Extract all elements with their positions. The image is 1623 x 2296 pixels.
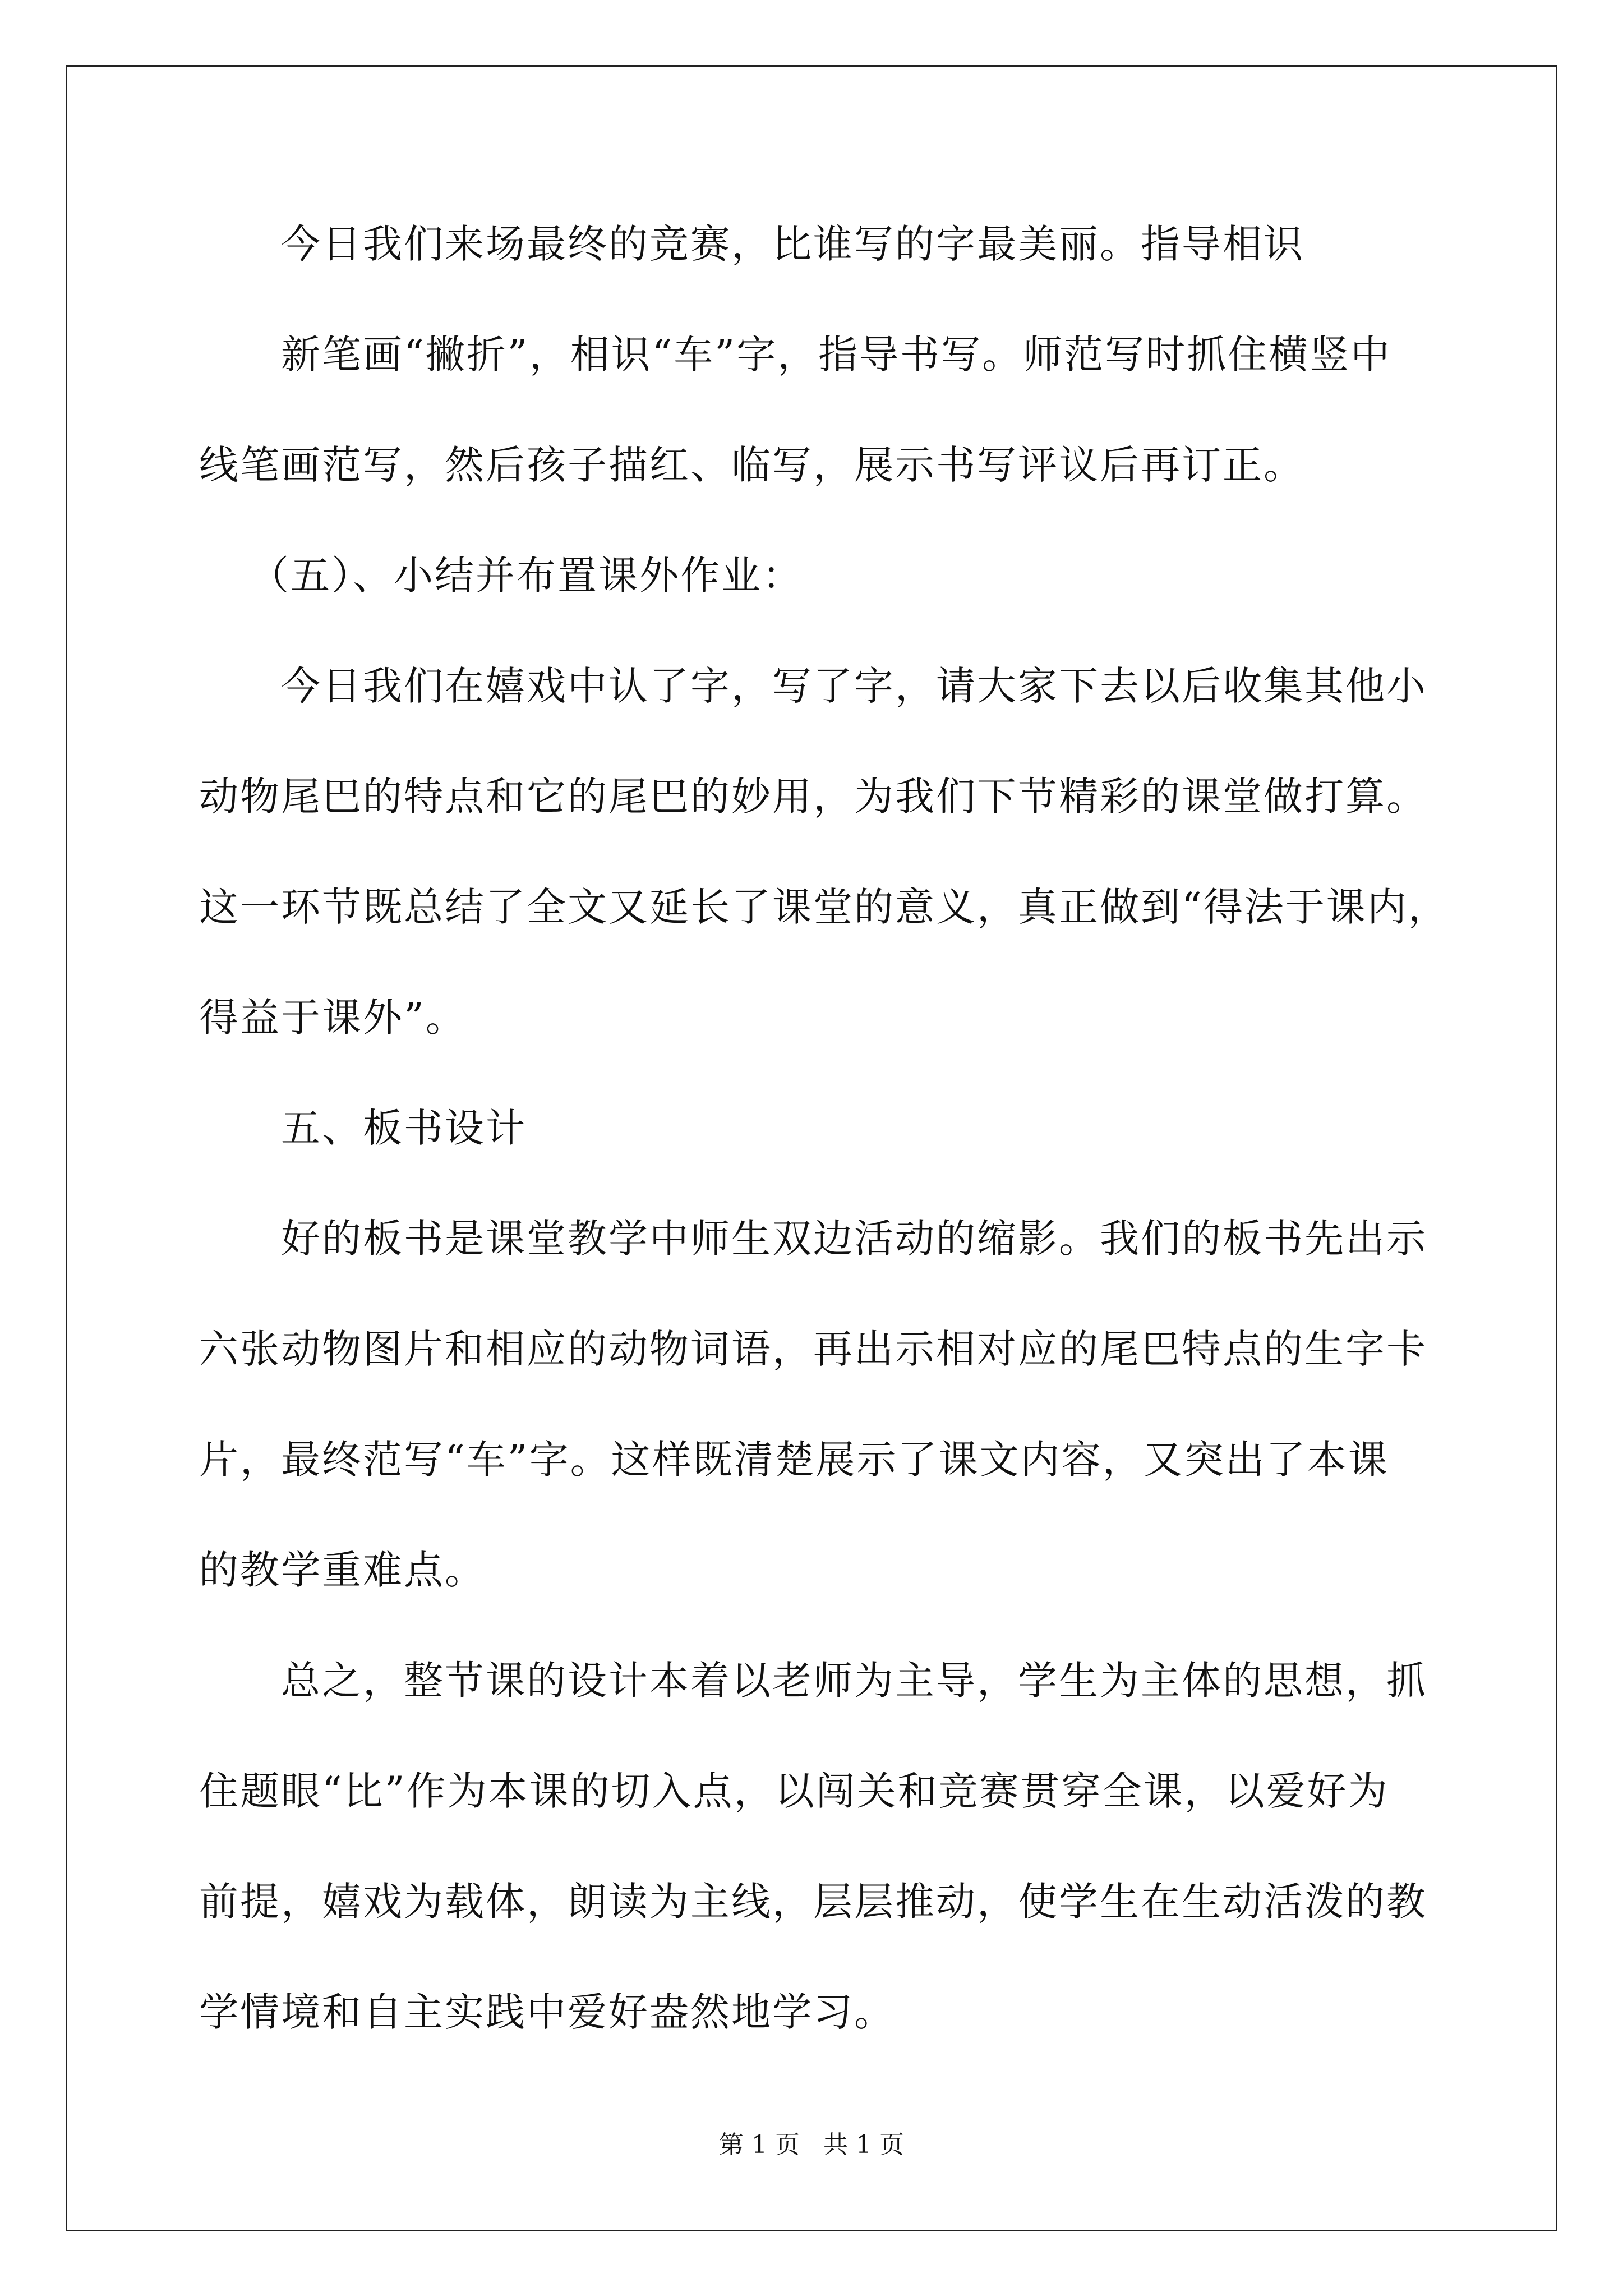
paragraph-line: 住题眼“比”作为本课的切入点，以闯关和竞赛贯穿全课，以爱好为 (199, 1768, 1389, 1814)
section-heading: （五）、小结并布置课外作业： (250, 553, 803, 599)
paragraph-line: 这一环节既总结了全文又延长了课堂的意义，真正做到“得法于课内， (199, 884, 1449, 930)
paragraph-line: 的教学重难点。 (199, 1547, 486, 1593)
paragraph-line: 前提，嬉戏为载体，朗读为主线，层层推动，使学生在生动活泼的教 (199, 1879, 1427, 1925)
paragraph-line: 总之，整节课的设计本着以老师为主导，学生为主体的思想，抓 (281, 1658, 1427, 1704)
paragraph-line: 今日我们来场最终的竞赛，比谁写的字最美丽。指导相识 (281, 221, 1304, 267)
section-heading: 五、板书设计 (281, 1105, 527, 1151)
paragraph-line: 新笔画“撇折”，相识“车”字，指导书写。师范写时抓住横竖中 (281, 332, 1392, 378)
page-number-footer: 第 1 页 共 1 页 (719, 2131, 904, 2159)
paragraph-line: 动物尾巴的特点和它的尾巴的妙用，为我们下节精彩的课堂做打算。 (199, 774, 1427, 820)
paragraph-line: 好的板书是课堂教学中师生双边活动的缩影。我们的板书先出示 (281, 1216, 1427, 1262)
paragraph-line: 学情境和自主实践中爱好盎然地学习。 (199, 1989, 895, 2035)
paragraph-line: 片，最终范写“车”字。这样既清楚展示了课文内容，又突出了本课 (199, 1437, 1389, 1483)
paragraph-line: 得益于课外”。 (199, 995, 467, 1041)
paragraph-line: 今日我们在嬉戏中认了字，写了字，请大家下去以后收集其他小 (281, 663, 1427, 709)
paragraph-line: 六张动物图片和相应的动物词语，再出示相对应的尾巴特点的生字卡 (199, 1326, 1427, 1372)
paragraph-line: 线笔画范写，然后孩子描红、临写，展示书写评议后再订正。 (199, 442, 1304, 488)
